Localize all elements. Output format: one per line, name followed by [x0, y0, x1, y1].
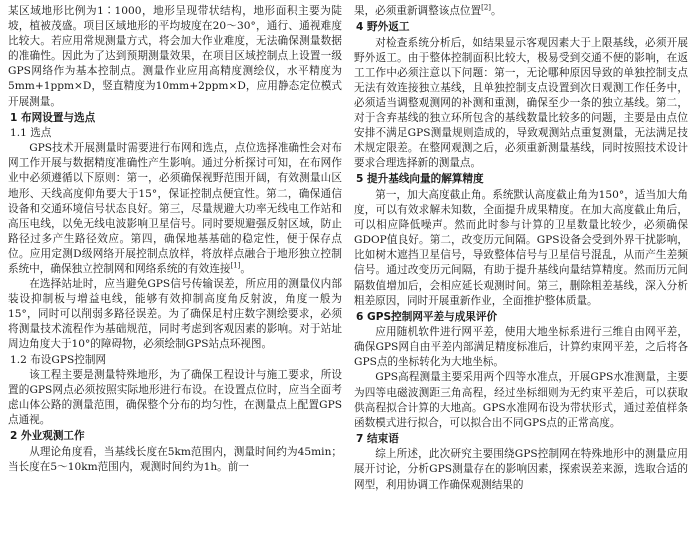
paragraph-text: 1.1 选点 — [10, 127, 52, 140]
paragraph — [354, 36, 688, 172]
paragraph-text: 1 布网设置与选点 — [10, 111, 96, 124]
paragraph — [8, 277, 342, 352]
subsection-heading — [8, 353, 342, 368]
paragraph — [354, 4, 688, 19]
paragraph-text: GPS技术开展测量时需要进行布网和选点，点位选择准确性会对布网工作开展与数据精度准确性产生影响。通过分析探讨可知，在布网作业中必须遵循以下原则：第一，必须确保视野范围开阔，有效测量山区地形、天线高度仰角要大于15°，保证控制点便宜性。第二，确保通信设备和交通环境信号状态良好。第三，尽量规避大功率无线电工作站和高压电线，以免无线电波影响卫星信号。同时要规避强反射区域，防止路径过多产生路径效应。第四，确保地基基础的稳定性，便于保存点位。应用定测D级网络开展控制点放样，将放样点融合于地形独立控制系统中，确保独立控制网和网络系统的有效连接 — [8, 142, 342, 275]
section-heading — [354, 432, 688, 448]
paragraph-text: 该工程主要是测量特殊地形，为了确保工程设计与施工要求，所设置的GPS网点必须按照实际地形进行布设。在设置点位时，应当全面考虑山体公路的测量范围，确保整个分布的均匀性，在测量点上配置GPS点通视。 — [8, 368, 342, 426]
paragraph-text: 果，必须重新调整该点位置 — [354, 5, 482, 17]
paragraph-text: 某区域地形比例为1∶1000，地形呈现带状结构，地形面积主要为陡坡，植被茂盛。项目区域地形的平均坡度在20～30°，通行、通视难度比较大。若应用常规测量方式，将会加大作业难度，无法确保测量数据的准确性。因此为了达到预期测量效果，在项目区域控制点上设置一级GPS网络作为基本控制点。测量作业应用高精度测绘仪，水平精度为5mm+1ppm×D，竖直精度为10mm+2ppm×D，应用静态定位模式开展测量。 — [8, 5, 342, 108]
paragraph-text: 综上所述，此次研究主要围绕GPS控制网在特殊地形中的测量应用展开讨论，分析GPS测量存在的影响因素，探索误差来源，选取合适的网型，利用协调工作确保观测结果的 — [354, 448, 688, 491]
section-heading — [354, 310, 688, 326]
paragraph — [8, 4, 342, 110]
paragraph-text: 1.2 布设GPS控制网 — [10, 353, 107, 366]
paragraph-text: 4 野外返工 — [356, 21, 410, 34]
paragraph-text: 应用随机软件进行网平差，使用大地坐标系进行三维自由网平差，确保GPS网自由平差内部满足精度标准后，计算约束网平差，之后将各GPS点的坐标转化为大地坐标。 — [354, 326, 688, 369]
paragraph-tail: 。 — [240, 263, 251, 275]
paragraph — [354, 370, 688, 430]
left-column — [8, 4, 342, 542]
paragraph — [354, 188, 688, 309]
citation-marker: [2] — [481, 4, 492, 12]
paragraph — [354, 325, 688, 370]
paragraph-text: 7 结束语 — [356, 432, 399, 445]
paragraph-text: 对检查系统分析后，如结果显示客观因素大于上限基线，必须开展野外返工。由于整体控制面积比较大，极易受到交通不便的影响，在返工工作中必须注意以下问题：第一，无论哪种原因导致的单独控制支点无法有效连接独立基线，且单独控制支点设置到次日观测工作任务中，必须适当调整观测网的补测和重测，确保至少一条的独立基线。第二，对于含弃基线的独立环所包含的基线数量比较多的问题，主要是由点位安排不满足GPS测量规则造成的，导致观测站点重复测量，无法满足技术规定限差。在整网观测之后，必须重新测量基线，同时按照技术设计要求合理选择新的测量点。 — [354, 36, 688, 170]
paragraph — [8, 368, 342, 428]
section-heading — [8, 429, 342, 445]
paragraph — [354, 447, 688, 492]
paragraph — [8, 141, 342, 277]
right-column — [354, 4, 688, 542]
paragraph-text: 从理论角度看，当基线长度在5km范围内，测量时间约为45min；当长度在5～10km范围内，观测时间约为1h。前一 — [8, 445, 342, 473]
paragraph-text: GPS高程测量主要采用两个四等水准点，开展GPS水准测量，主要为四等电磁波测距三角高程，经过坐标细则为无约束平差后，可以获取供高程拟合计算的大地高。GPS水准网布设为带状形式，通过差值样条函数模式进行拟合，可以拟合出不同GPS点的正常高度。 — [354, 371, 688, 429]
paragraph-tail: 。 — [491, 5, 502, 17]
section-heading — [354, 20, 688, 36]
subsection-heading — [8, 126, 342, 141]
paragraph-text: 2 外业观测工作 — [10, 430, 85, 443]
paragraph-text: 6 GPS控制网平差与成果评价 — [356, 310, 498, 323]
paragraph-text: 第一，加大高度截止角。系统默认高度截止角为150°，适当加大角度，可以有效求解未知数，全面提升成果精度。在加大高度截止角后，可以相应降低噪声。然而此时参与计算的卫星数量比较少，必须确保GDOP值良好。第二，改变历元间隔。GPS设备会受到外界干扰影响，比如树木遮挡卫星信号，导致整体信号与卫星信号混乱，从而产生差频信号。通过改变历元间隔，有助于提升基线向量结算精度。然而历元间隔数值增加后，会相应延长观测时间。第三，删除粗差基线，深入分析粗差原因，同时开展重新作业，全面推护整体质量。 — [354, 188, 688, 307]
paragraph-text: 在选择站址时，应当避免GPS信号传输误差，所应用的测量仪内部装设抑制板与增益电线，能够有效抑制高度角反射波，角度一般为15°，同时可以削弱多路径误差。为了确保足村庄数字测绘要求，必须将测量技术流程作为基础规范，同时考虑到客观因素的影响。对于站址周边角度大于10°的障碍物，必须绘制GPS站点环视图。 — [8, 278, 342, 351]
paragraph — [8, 445, 342, 475]
citation-marker: [1] — [230, 261, 241, 270]
section-heading — [354, 172, 688, 188]
section-heading — [8, 111, 342, 127]
paragraph-text: 5 提升基线向量的解算精度 — [356, 173, 484, 186]
